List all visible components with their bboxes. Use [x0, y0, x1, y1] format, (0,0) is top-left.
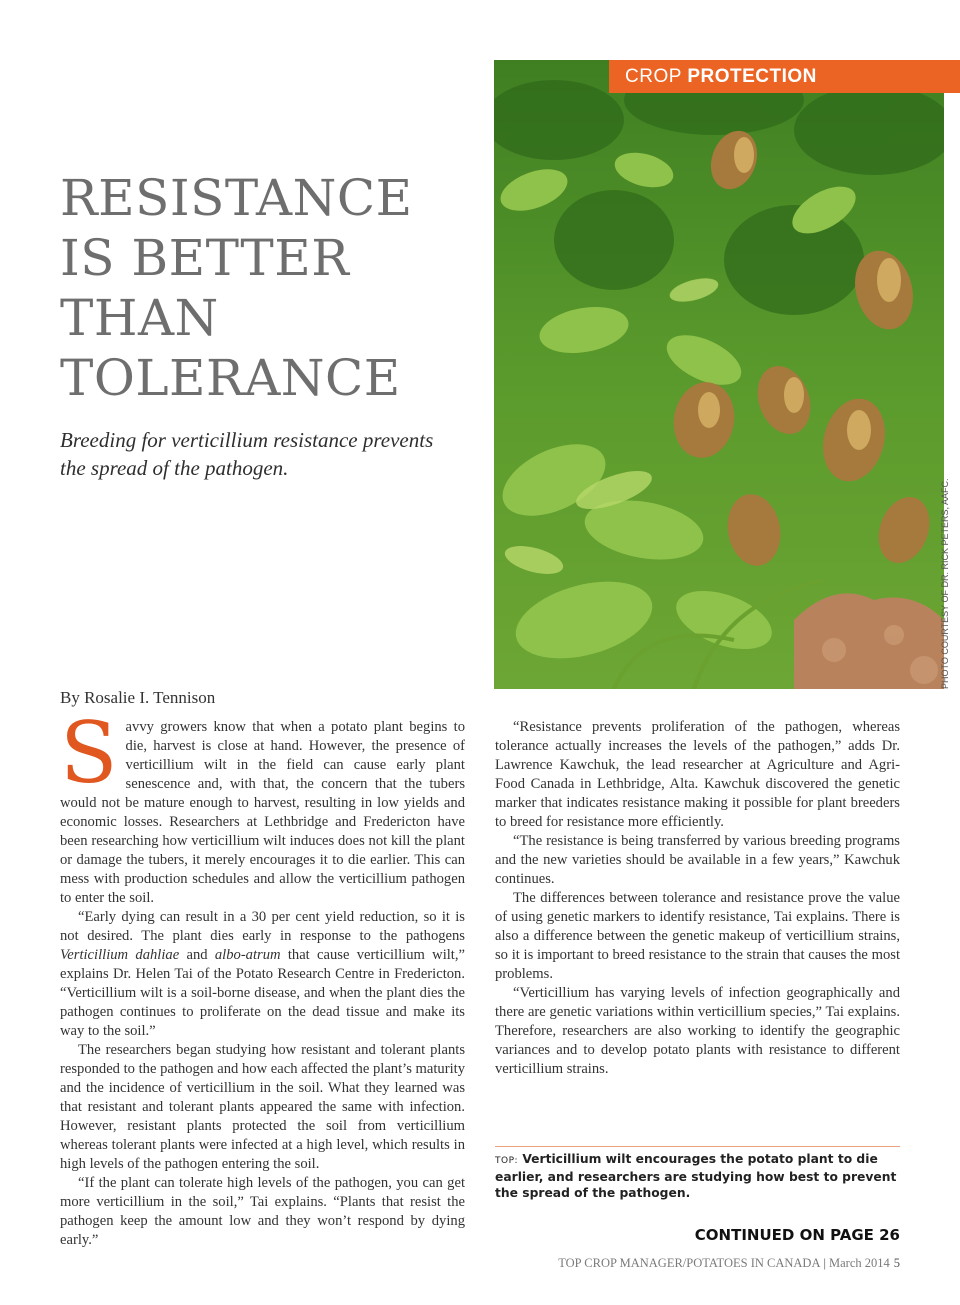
- article-paragraph-8: “Verticillium has varying levels of infection geographically and there are genetic variations within verticillium species,” Tai explains. Therefore, researchers are also working to identify the geographic variances and to develop potato plants with resistance to different verticillium strains.: [495, 985, 900, 1077]
- headline-line-4: TOLERANCE: [60, 349, 401, 407]
- continued-link[interactable]: CONTINUED ON PAGE 26: [694, 1226, 900, 1244]
- article-column-left: [60, 704, 465, 1250]
- headline-line-3: THAN: [60, 289, 219, 347]
- species-name-1: Verticillium dahliae: [60, 947, 180, 963]
- caption-label: TOP:: [495, 1156, 519, 1166]
- headline: [60, 168, 480, 408]
- article-paragraph-1: [60, 704, 465, 908]
- species-name-2: albo-atrum: [214, 947, 281, 963]
- section-tag-prefix: CROP: [625, 66, 682, 87]
- page-footer: [558, 1256, 900, 1271]
- byline: By Rosalie I. Tennison: [60, 688, 216, 707]
- caption-text: Verticillium wilt encourages the potato plant to die earlier, and researchers are studying how best to prevent the spread of the pathogen.: [495, 1152, 897, 1200]
- footer-date: March 2014: [829, 1256, 890, 1270]
- paragraph-1-text: avvy growers know that when a potato plant begins to die, harvest is close at hand. However, the presence of verticillium wilt in the field can cause early plant senescence and, with that, the concern that the tubers would not be mature enough to harvest, resulting in low yields and economic losses. Researchers at Lethbridge and Fredericton have been researching how verticillium wilt induces does not kill the plant or damage the tubers, it merely encourages it to die earlier. This can mess with production schedules and allow the verticillium pathogen to enter the soil.: [60, 719, 465, 906]
- caption-divider: [495, 1146, 900, 1147]
- section-tag-highlight: PROTECTION: [687, 66, 817, 87]
- photo-caption: [495, 1151, 900, 1201]
- article-photo-potato-field: [494, 60, 944, 689]
- footer-separator: |: [823, 1256, 826, 1270]
- paragraph-2-text-a: “Early dying can result in a 30 per cent yield reduction, so it is not desired. The plant dies early in response to the pathogens: [60, 909, 465, 944]
- article-paragraph-4: “If the plant can tolerate high levels of the pathogen, you can get more verticillium in the soil,” Tai explains. “Plants that resist the pathogen keep the amount low and they won’t respond by dying early.”: [60, 1175, 465, 1248]
- article-paragraph-3: The researchers began studying how resistant and tolerant plants responded to the pathogen and how each affected the plant’s maturity and the incidence of verticillium in the soil. What they learned was that resistant and tolerant plants appeared the same with infection. However, resistant plants protected the soil from verticillium whereas tolerant plants were infected at a high level, which results in high levels of the pathogen entering the soil.: [60, 1042, 465, 1172]
- paragraph-2-and: and: [179, 947, 215, 963]
- article-paragraph-7: The differences between tolerance and resistance prove the value of using genetic markers to identify resistance, Tai explains. There is also a difference between the genetic makeup of verticillium strains, so it is important to breed resistance to the strain that causes the most problems.: [495, 890, 900, 982]
- photo-credit: PHOTO COURTESY OF DR. RICK PETERS, AAFC.: [940, 478, 950, 689]
- headline-line-2: IS BETTER: [60, 229, 350, 287]
- page-number: 5: [893, 1256, 900, 1270]
- section-tag: [609, 60, 960, 93]
- article-paragraph-2: [60, 908, 465, 1041]
- drop-cap: S: [60, 704, 118, 802]
- footer-publication: TOP CROP MANAGER/POTATOES IN CANADA: [558, 1256, 821, 1270]
- paragraph-2-text-b: that cause verticillium wilt,” explains Dr. Helen Tai of the Potato Research Centre in Fredericton. “Verticillium wilt is a soil-borne disease, and when the plant dies the pathogen continues to proliferate on the dead tissue and make its way to the soil.”: [60, 947, 465, 1039]
- article-paragraph-5: “Resistance prevents proliferation of the pathogen, whereas tolerance actually increases the levels of the pathogen,” adds Dr. Lawrence Kawchuk, the lead researcher at Agriculture and Agri-Food Canada in Lethbridge, Alta. Kawchuk discovered the genetic marker that indicates resistance making it possible for plant breeders to breed for resistance more efficiently.: [495, 719, 900, 830]
- potato-plant-illustration: [494, 60, 944, 689]
- dek: Breeding for verticillium resistance prevents the spread of the pathogen.: [60, 428, 434, 480]
- article-column-right: [495, 718, 900, 1079]
- headline-line-1: RESISTANCE: [60, 169, 413, 227]
- article-paragraph-6: “The resistance is being transferred by various breeding programs and the new varieties should be available in a few years,” Kawchuk continues.: [495, 833, 900, 887]
